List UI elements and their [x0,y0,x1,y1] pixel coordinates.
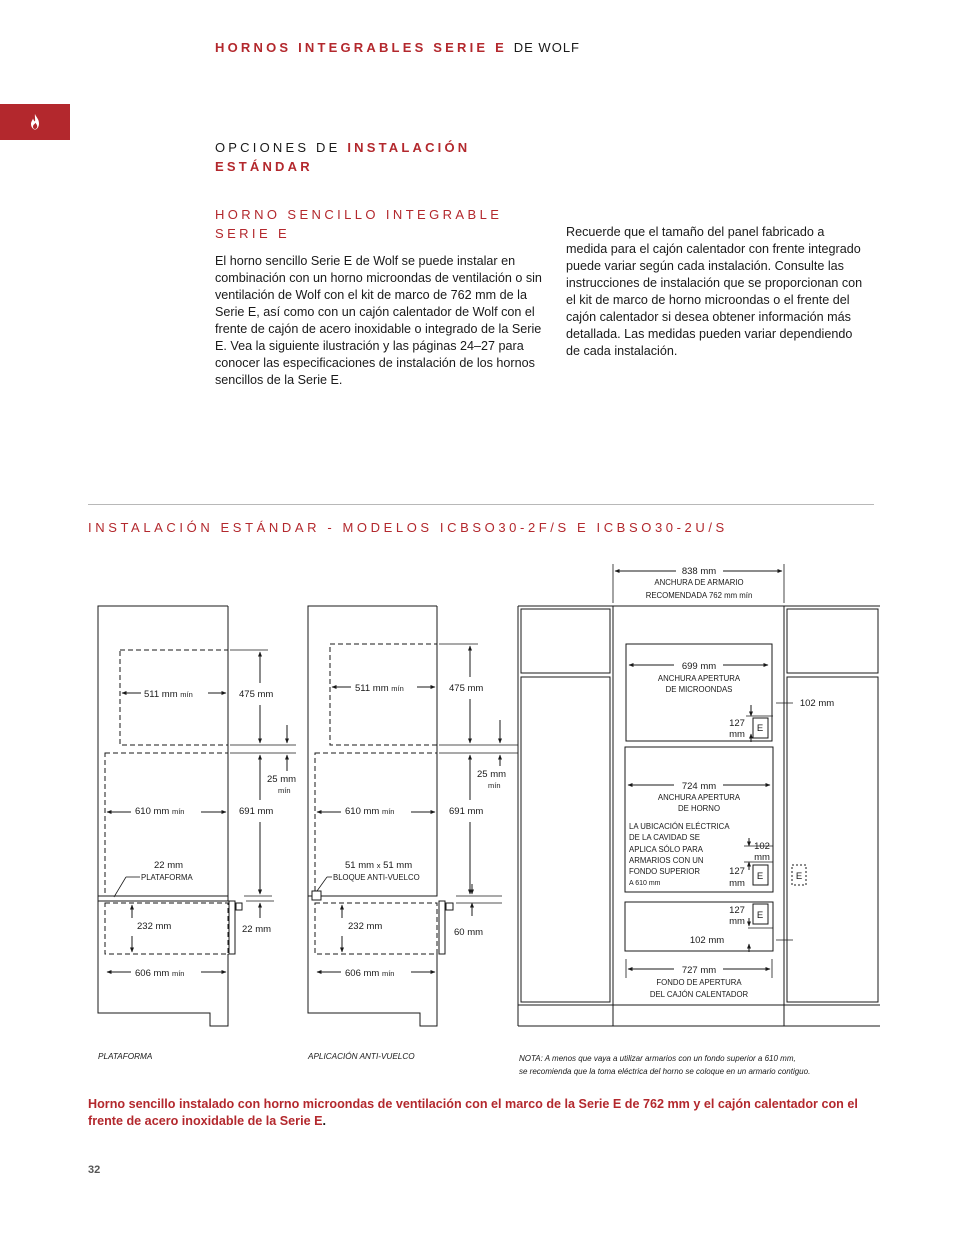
dim-232-middle: 232 mm [348,921,383,932]
dim-727: 727 mm [681,965,717,976]
right-upper-cabinet [787,609,878,673]
note-line-1: NOTA: A menos que vaya a utilizar armarios con un fondo superior a 610 mm, [519,1054,796,1063]
label-apertura-micro-2: DE MICROONDAS [665,685,733,694]
label-apertura-horno-1: ANCHURA APERTURA [657,793,741,802]
left-upper-cabinet [521,609,610,673]
dim-25-middle: 25 mm [477,769,507,780]
label-recomendada: RECOMENDADA 762 mm mín [645,591,753,600]
dim-232-left: 232 mm [137,921,172,932]
figure-caption-text: Horno sencillo instalado con horno microondas de ventilación con el marco de la Serie E de 762 mm y el cajón calentador con el frente de acero inoxidable de la Serie E [88,1097,858,1128]
dim-511-left: 511 mm mín [144,689,193,700]
dim-60-middle: 60 mm [454,927,484,938]
figure-title: INSTALACIÓN ESTÁNDAR - MODELOS ICBSO30-2F/S E ICBSO30-2U/S [88,520,728,535]
label-anchura-armario: ANCHURA DE ARMARIO [654,578,744,587]
figure-note [519,1052,810,1078]
microwave-opening [330,644,437,745]
dim-127-micro: 127 [729,718,745,729]
dim-102-drawer: 102 mm [689,935,725,946]
label-apertura-horno-2: DE HORNO [677,804,721,813]
diagram-anti-vuelco [308,606,518,1026]
caption-anti-vuelco: APLICACIÓN ANTI-VUELCO [308,1052,415,1061]
elec-note-2: DE LA CAVIDAD SE [629,833,700,842]
left-lower-cabinet [521,677,610,1002]
dim-127-oven-unit: mm [729,878,745,889]
subsection-title: HORNO SENCILLO INTEGRABLE SERIE E [215,207,503,241]
section-title-prefix: OPCIONES DE [215,140,341,155]
front-elevation-labels [629,566,834,999]
dim-22-lower: 22 mm [242,924,272,935]
elec-note-4: ARMARIOS CON UN [629,856,704,865]
paragraph-right: Recuerde que el tamaño del panel fabricado a medida para el cajón calentador con frente integrado puede variar según cada instalación. Consulte las instrucciones de instalación que se proporcionan con el kit de marco de horno microondas o el frente del cajón calentador si desea obtener información más detallada. Las medidas pueden variar dependiendo de cada instalación. [566,225,863,358]
outlet-label-external: E [795,871,803,882]
label-apertura-micro-1: ANCHURA APERTURA [657,674,741,683]
anti-tip-block [312,891,321,900]
dim-127-drawer: 127 [729,905,745,916]
platform [98,896,228,901]
elec-note-5: FONDO SUPERIOR [629,867,701,876]
header-brand: DE WOLF [513,40,580,55]
page-number: 32 [88,1164,101,1176]
paragraph-left: El horno sencillo Serie E de Wolf se puede instalar en combinación con un horno microondas de ventilación o sin ventilación de Wolf con el kit de marco de 762 mm de la Serie E, así como con un cajón calentador de Wolf con el frente de cajón de acero inoxidable o integrado de la Serie E. Vea la siguiente ilustración y las páginas 24–27 para conocer las especificaciones de instalación de los hornos sencillos de la Serie E. [215,254,542,387]
label-plataforma-leader: PLATAFORMA [141,873,193,882]
dim-606-left: 606 mm mín [135,968,185,979]
dim-22-platform: 22 mm [154,860,184,871]
outlet-label-micro: E [756,723,764,734]
dim-610-left: 610 mm mín [135,806,185,817]
section-title-bold1: INSTALACIÓN [347,140,471,155]
dim-691-left: 691 mm [239,806,274,817]
dim-475-left: 475 mm [239,689,274,700]
dim-25-left-min: mín [278,786,291,795]
dim-127-micro-unit: mm [729,729,745,740]
dim-25-left: 25 mm [267,774,297,785]
dim-127-drawer-unit: mm [729,916,745,927]
outlet-label-drawer: E [756,910,764,921]
elec-note-6: A 610 mm [629,880,661,887]
dim-511-middle: 511 mm mín [355,683,404,694]
right-lower-cabinet [787,677,878,1002]
dim-475-middle: 475 mm [449,683,484,694]
section-title-bold2: ESTÁNDAR [215,159,313,174]
dim-25-middle-min: mín [488,781,501,790]
dim-127-oven: 127 [729,866,745,877]
label-fondo-apertura: FONDO DE APERTURA [656,978,742,987]
header-title: HORNOS INTEGRABLES SERIE E [215,40,507,55]
figure-caption-end: . [322,1114,326,1128]
dim-838: 838 mm [681,566,717,577]
note-line-2: se recomienda que la toma eléctrica del horno se coloque en un armario contiguo. [519,1067,811,1076]
outlet-label-oven: E [756,871,764,882]
dim-724: 724 mm [681,781,717,792]
dim-102-oven: 102 [754,841,770,852]
dim-610-middle: 610 mm mín [345,806,395,817]
dim-block-size: 51 mm x 51 mm [345,860,413,871]
elec-note-3: APLICA SÓLO PARA [629,845,703,854]
label-bloque-leader: BLOQUE ANTI-VUELCO [333,873,420,882]
dim-699: 699 mm [681,661,717,672]
dim-102-oven-unit: mm [754,852,770,863]
dim-606-middle: 606 mm mín [345,968,395,979]
figure-caption [88,1096,878,1130]
label-cajon-calentador: DEL CAJÓN CALENTADOR [649,990,749,999]
elec-note-1: LA UBICACIÓN ELÉCTRICA [629,822,730,831]
drawer-front [229,901,235,954]
dim-691-middle: 691 mm [449,806,484,817]
dim-102-side: 102 mm [799,698,835,709]
diagram-plataforma [98,606,296,1026]
caption-plataforma: PLATAFORMA [98,1052,153,1061]
drawer-front [439,901,445,954]
